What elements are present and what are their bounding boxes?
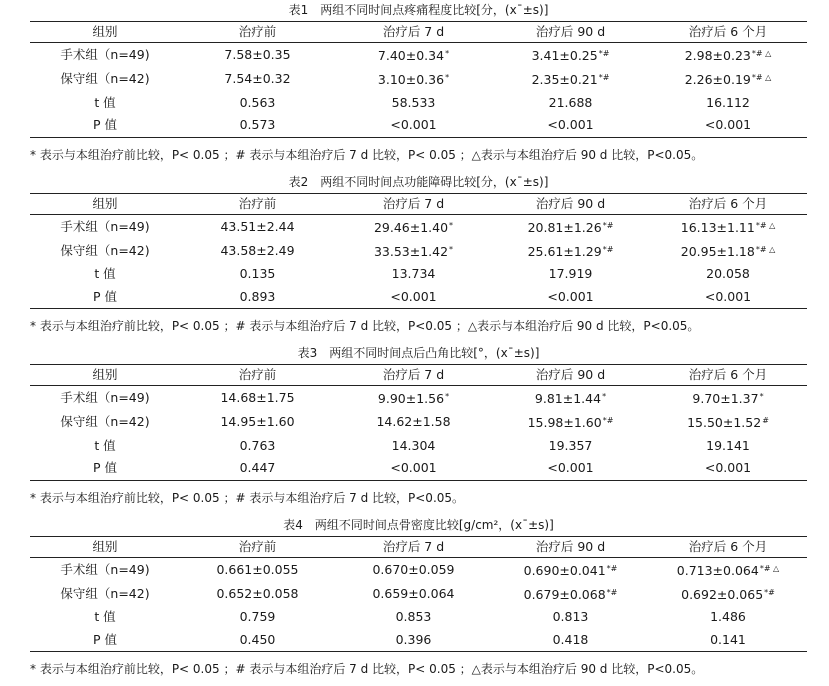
significance-marker: * — [449, 244, 454, 254]
table-row — [30, 239, 807, 263]
cell-value: 0.713±0.064 — [676, 562, 759, 578]
value-cell — [649, 557, 807, 582]
row-label-cell — [30, 114, 180, 137]
value-cell — [649, 263, 807, 286]
table-caption: 表2 两组不同时间点功能障碍比较[分，(x¯±s)] — [288, 174, 549, 189]
cell-value: 0.652±0.058 — [216, 585, 299, 601]
significance-marker: *# △ — [751, 73, 772, 82]
value-cell — [180, 286, 335, 309]
row-label-cell — [30, 214, 180, 239]
value-cell — [335, 557, 492, 582]
cell-value: 17.919 — [548, 266, 593, 281]
cell-value: 14.68±1.75 — [220, 390, 295, 405]
significance-marker: *# — [598, 73, 610, 82]
value-cell — [335, 434, 492, 457]
value-cell — [649, 239, 807, 263]
value-cell — [335, 606, 492, 629]
table-caption: 表4 两组不同时间点骨密度比较[g/cm²，(x¯±s)] — [283, 517, 554, 532]
significance-marker: *# — [606, 563, 618, 573]
cell-value: 14.304 — [391, 437, 436, 453]
cell-value: 保守组（n=42) — [60, 71, 150, 86]
cell-value: <0.001 — [547, 117, 594, 133]
cell-value: 7.54±0.32 — [224, 71, 291, 86]
row-label-cell — [30, 629, 180, 652]
value-cell — [492, 286, 649, 309]
column-header: 治疗后 90 d — [492, 365, 649, 386]
value-cell — [180, 43, 335, 68]
row-label-cell — [30, 410, 180, 434]
value-cell — [335, 582, 492, 606]
value-cell — [649, 214, 807, 239]
significance-marker: * — [445, 392, 450, 401]
column-header: 治疗后 6 个月 — [649, 536, 807, 557]
cell-value: 0.661±0.055 — [216, 561, 299, 577]
cell-value: 19.357 — [548, 437, 593, 453]
row-label-cell — [30, 43, 180, 68]
cell-value: 14.62±1.58 — [376, 414, 451, 429]
significance-marker: * — [445, 49, 450, 58]
cell-value: 0.813 — [552, 609, 589, 624]
value-cell — [335, 91, 492, 114]
header-row — [30, 536, 807, 557]
value-cell — [649, 457, 807, 480]
table-caption: 表3 两组不同时间点后凸角比较[°，(x¯±s)] — [297, 346, 540, 360]
value-cell — [492, 43, 649, 68]
column-header: 组别 — [30, 22, 180, 43]
cell-value: t 值 — [94, 94, 116, 110]
column-header: 治疗前 — [180, 536, 335, 557]
column-header: 治疗后 6 个月 — [649, 22, 807, 43]
value-cell — [492, 239, 649, 263]
table-row — [30, 43, 807, 68]
cell-value: 1.486 — [710, 609, 746, 624]
cell-value: 7.58±0.35 — [224, 47, 291, 62]
table-row — [30, 410, 807, 434]
cell-value: 3.41±0.25 — [531, 48, 598, 63]
cell-value: 2.35±0.21 — [531, 72, 598, 87]
cell-value: t 值 — [94, 609, 116, 624]
column-header: 治疗后 6 个月 — [649, 365, 807, 386]
value-cell — [180, 67, 335, 91]
row-label-cell — [30, 67, 180, 91]
cell-value: 9.81±1.44 — [534, 391, 602, 406]
cell-value: 7.40±0.34 — [377, 48, 445, 63]
table-row — [30, 629, 807, 652]
cell-value: t 值 — [94, 266, 116, 281]
row-label-cell — [30, 582, 180, 606]
cell-value: <0.001 — [390, 288, 437, 304]
value-cell — [649, 410, 807, 434]
value-cell — [649, 114, 807, 137]
value-cell — [180, 434, 335, 457]
value-cell — [649, 91, 807, 114]
value-cell — [492, 629, 649, 652]
cell-value: <0.001 — [547, 460, 594, 476]
value-cell — [180, 582, 335, 606]
column-header: 治疗后 90 d — [492, 193, 649, 214]
column-header: 治疗后 7 d — [335, 536, 492, 557]
significance-marker: *# — [606, 587, 618, 597]
column-header: 治疗后 90 d — [492, 22, 649, 43]
table-row — [30, 457, 807, 480]
value-cell — [492, 91, 649, 114]
cell-value: <0.001 — [390, 460, 437, 476]
cell-value: P 值 — [92, 117, 117, 133]
value-cell — [335, 286, 492, 309]
table-row — [30, 434, 807, 457]
table-footnote: * 表示与本组治疗前比较，P< 0.05 ；# 表示与本组治疗后 7 d 比较，P<0.05。 — [30, 490, 465, 505]
value-cell — [492, 606, 649, 629]
value-cell — [335, 410, 492, 434]
cell-value: 2.26±0.19 — [684, 72, 751, 87]
value-cell — [649, 286, 807, 309]
significance-marker: *# — [602, 416, 614, 425]
value-cell — [649, 386, 807, 411]
value-cell — [492, 410, 649, 434]
cell-value: 手术组（n=49) — [60, 218, 150, 234]
value-cell — [335, 629, 492, 652]
column-header: 组别 — [30, 193, 180, 214]
table-row — [30, 386, 807, 411]
value-cell — [180, 114, 335, 137]
cell-value: 保守组（n=42) — [60, 242, 150, 258]
table-caption: 表1 两组不同时间点疼痛程度比较[分，(x¯±s)] — [288, 3, 549, 17]
value-cell — [492, 114, 649, 137]
value-cell — [335, 239, 492, 263]
data-table — [30, 21, 807, 138]
row-label-cell — [30, 91, 180, 114]
value-cell — [180, 410, 335, 434]
cell-value: 0.759 — [239, 609, 276, 624]
row-label-cell — [30, 263, 180, 286]
cell-value: 保守组（n=42) — [60, 414, 150, 429]
row-label-cell — [30, 457, 180, 480]
cell-value: <0.001 — [704, 117, 752, 133]
cell-value: 0.141 — [710, 631, 746, 647]
row-label-cell — [30, 386, 180, 411]
table-row — [30, 114, 807, 137]
cell-value: 0.893 — [239, 288, 276, 304]
cell-value: 15.98±1.60 — [527, 415, 602, 430]
cell-value: 0.853 — [395, 609, 432, 624]
table-row — [30, 606, 807, 629]
cell-value: 20.058 — [706, 266, 750, 281]
cell-value: <0.001 — [390, 117, 437, 133]
significance-marker: *# △ — [751, 49, 772, 58]
cell-value: 43.58±2.49 — [220, 242, 295, 258]
value-cell — [180, 263, 335, 286]
cell-value: 19.141 — [706, 437, 750, 453]
cell-value: 0.396 — [395, 631, 432, 647]
value-cell — [649, 434, 807, 457]
cell-value: 0.763 — [239, 437, 276, 453]
value-cell — [649, 43, 807, 68]
value-cell — [180, 214, 335, 239]
value-cell — [335, 114, 492, 137]
significance-marker: *# — [602, 220, 614, 230]
column-header: 治疗后 6 个月 — [649, 193, 807, 214]
column-header: 治疗前 — [180, 193, 335, 214]
row-label-cell — [30, 434, 180, 457]
document-page — [30, 0, 807, 686]
significance-marker: *# △ — [755, 220, 776, 230]
cell-value: 0.447 — [239, 460, 276, 476]
cell-value: 2.98±0.23 — [684, 48, 751, 63]
value-cell — [180, 91, 335, 114]
value-cell — [180, 557, 335, 582]
cell-value: 20.95±1.18 — [680, 243, 755, 259]
significance-marker: * — [759, 392, 764, 401]
cell-value: P 值 — [92, 631, 117, 647]
cell-value: 15.50±1.52 — [687, 415, 762, 430]
value-cell — [492, 457, 649, 480]
column-header: 治疗前 — [180, 22, 335, 43]
cell-value: 9.90±1.56 — [377, 391, 445, 406]
cell-value: 手术组（n=49) — [60, 47, 150, 62]
value-cell — [649, 67, 807, 91]
cell-value: 21.688 — [548, 94, 593, 110]
data-table — [30, 193, 807, 310]
cell-value: 25.61±1.29 — [527, 243, 602, 259]
significance-marker: *# — [598, 49, 610, 58]
value-cell — [335, 67, 492, 91]
cell-value: 手术组（n=49) — [60, 561, 150, 577]
column-header: 治疗后 90 d — [492, 536, 649, 557]
table-row — [30, 67, 807, 91]
table-row — [30, 263, 807, 286]
cell-value: 14.95±1.60 — [220, 414, 295, 429]
cell-value: 0.659±0.064 — [372, 585, 455, 601]
value-cell — [492, 557, 649, 582]
cell-value: 0.692±0.065 — [681, 586, 764, 602]
data-table — [30, 536, 807, 653]
value-cell — [335, 263, 492, 286]
value-cell — [492, 263, 649, 286]
value-cell — [492, 214, 649, 239]
row-label-cell — [30, 286, 180, 309]
cell-value: 0.573 — [239, 117, 276, 133]
cell-value: 0.135 — [239, 266, 276, 281]
table-row — [30, 214, 807, 239]
cell-value: 43.51±2.44 — [220, 218, 295, 234]
value-cell — [180, 239, 335, 263]
cell-value: 0.679±0.068 — [523, 586, 606, 602]
value-cell — [649, 629, 807, 652]
value-cell — [649, 582, 807, 606]
cell-value: <0.001 — [704, 460, 752, 476]
value-cell — [180, 629, 335, 652]
row-label-cell — [30, 239, 180, 263]
cell-value: 0.690±0.041 — [523, 562, 606, 578]
value-cell — [649, 606, 807, 629]
significance-marker: # — [762, 416, 769, 425]
value-cell — [492, 386, 649, 411]
cell-value: 手术组（n=49) — [60, 390, 150, 405]
significance-marker: *# △ — [755, 244, 776, 254]
column-header: 治疗后 7 d — [335, 193, 492, 214]
header-row — [30, 365, 807, 386]
cell-value: 20.81±1.26 — [527, 219, 602, 235]
value-cell — [180, 606, 335, 629]
cell-value: 33.53±1.42 — [373, 243, 449, 259]
significance-marker: *# — [602, 244, 614, 254]
significance-marker: * — [445, 73, 450, 82]
significance-marker: * — [602, 392, 607, 401]
cell-value: 13.734 — [391, 266, 436, 281]
cell-value: <0.001 — [547, 288, 594, 304]
table-footnote: * 表示与本组治疗前比较，P< 0.05 ；# 表示与本组治疗后 7 d 比较，P< 0.05 ；△表示与本组治疗后 90 d 比较，P<0.05。 — [30, 147, 704, 162]
value-cell — [180, 386, 335, 411]
cell-value: 0.450 — [239, 631, 276, 647]
column-header: 治疗后 7 d — [335, 22, 492, 43]
table-row — [30, 557, 807, 582]
significance-marker: *# △ — [759, 563, 780, 573]
header-row — [30, 22, 807, 43]
column-header: 治疗前 — [180, 365, 335, 386]
data-table — [30, 364, 807, 481]
cell-value: 16.13±1.11 — [680, 219, 755, 235]
table-row — [30, 91, 807, 114]
significance-marker: *# — [764, 587, 775, 597]
value-cell — [180, 457, 335, 480]
significance-marker: * — [449, 220, 454, 230]
value-cell — [492, 434, 649, 457]
cell-value: 58.533 — [391, 94, 436, 110]
cell-value: 29.46±1.40 — [373, 219, 449, 235]
row-label-cell — [30, 557, 180, 582]
cell-value: <0.001 — [704, 288, 752, 304]
table-footnote: * 表示与本组治疗前比较，P< 0.05 ；# 表示与本组治疗后 7 d 比较，P<0.05 ；△表示与本组治疗后 90 d 比较，P<0.05。 — [30, 319, 700, 333]
cell-value: 0.670±0.059 — [372, 561, 455, 577]
cell-value: 0.563 — [239, 94, 276, 110]
value-cell — [492, 582, 649, 606]
row-label-cell — [30, 606, 180, 629]
cell-value: 16.112 — [706, 94, 750, 110]
value-cell — [492, 67, 649, 91]
column-header: 组别 — [30, 365, 180, 386]
column-header: 组别 — [30, 536, 180, 557]
header-row — [30, 193, 807, 214]
table-row — [30, 582, 807, 606]
value-cell — [335, 43, 492, 68]
cell-value: 3.10±0.36 — [377, 72, 445, 87]
value-cell — [335, 386, 492, 411]
cell-value: 保守组（n=42) — [60, 585, 150, 601]
table-row — [30, 286, 807, 309]
cell-value: 0.418 — [552, 631, 589, 647]
table-footnote: * 表示与本组治疗前比较，P< 0.05 ；# 表示与本组治疗后 7 d 比较，P< 0.05 ；△表示与本组治疗后 90 d 比较，P<0.05。 — [30, 662, 704, 676]
cell-value: P 值 — [92, 288, 117, 304]
value-cell — [335, 214, 492, 239]
column-header: 治疗后 7 d — [335, 365, 492, 386]
cell-value: 9.70±1.37 — [692, 391, 759, 406]
cell-value: P 值 — [92, 460, 117, 476]
cell-value: t 值 — [94, 437, 116, 453]
value-cell — [335, 457, 492, 480]
